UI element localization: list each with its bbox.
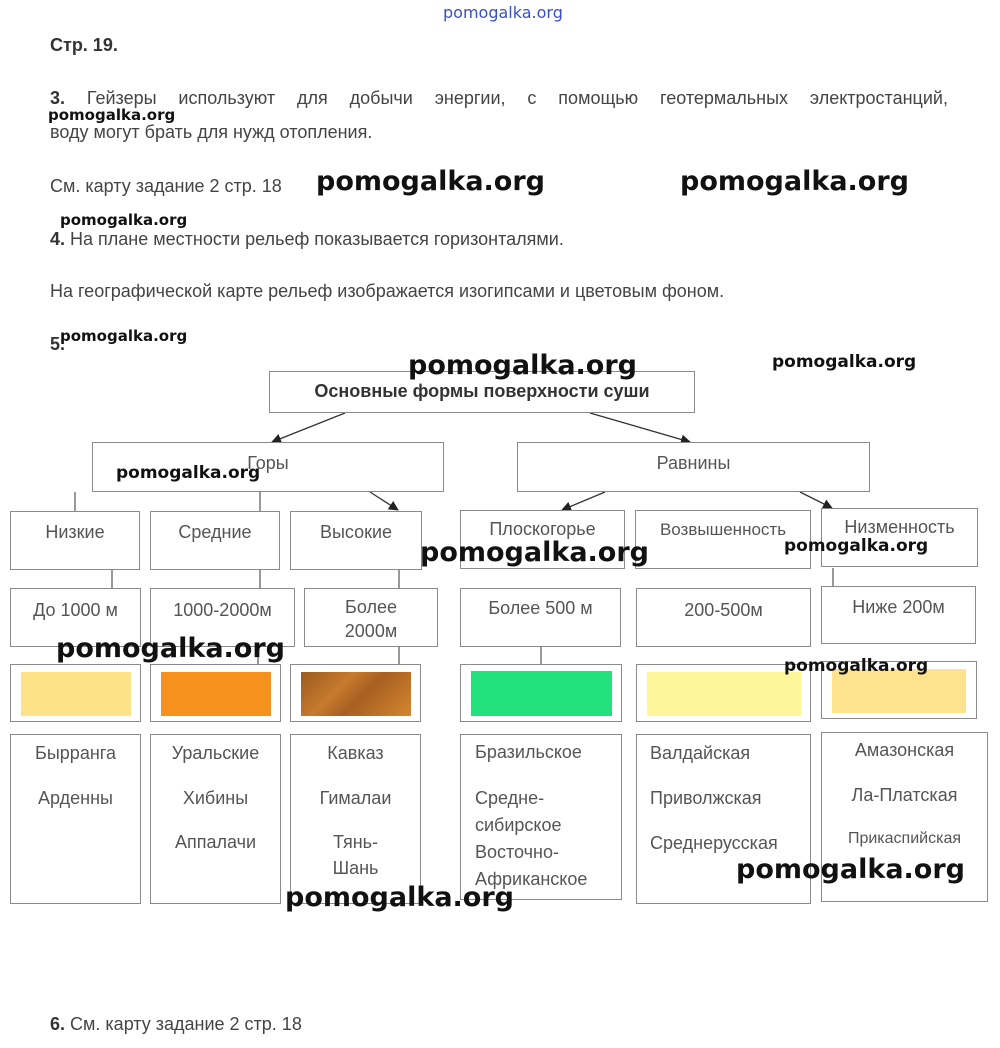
- example-east-african-2: Африканское: [475, 869, 588, 889]
- medium-color-box: [150, 664, 281, 722]
- task4-line2: На географической карте рельеф изображается изогипсами и цветовым фоном.: [50, 281, 725, 301]
- task6-number: 6.: [50, 1014, 66, 1034]
- high-color-box: [290, 664, 421, 722]
- watermark: pomogalka.org: [736, 854, 965, 885]
- watermark: pomogalka.org: [285, 882, 514, 913]
- high-height-label-line2: 2000м: [344, 621, 398, 641]
- medium-height-label: 1000-2000м: [173, 600, 272, 620]
- low-color-swatch: [21, 672, 131, 716]
- high-height-box: [304, 588, 438, 647]
- plains-label: Равнины: [656, 453, 731, 473]
- task5-number: 5.: [50, 334, 66, 354]
- example-amazonian: Амазонская: [854, 740, 955, 760]
- low-examples-box: [10, 734, 141, 904]
- plateau-height-label: Более 500 м: [488, 598, 593, 618]
- example-central-siberian-2: сибирское: [475, 815, 562, 835]
- watermark: pomogalka.org: [784, 656, 929, 676]
- watermark: pomogalka.org: [60, 327, 188, 345]
- example-central-siberian-1: Средне-: [475, 788, 545, 808]
- low-mountains-box: [10, 511, 140, 570]
- plateau-color-swatch: [471, 671, 612, 716]
- low-color-box: [10, 664, 141, 722]
- task6-text: См. карту задание 2 стр. 18: [70, 1014, 302, 1034]
- watermark: pomogalka.org: [680, 166, 909, 197]
- mountains-label: Горы: [247, 453, 289, 473]
- upland-label: Возвышенность: [659, 520, 787, 539]
- medium-color-swatch: [161, 672, 271, 716]
- task3-line2: воду могут брать для нужд отопления.: [50, 122, 373, 142]
- plateau-examples-box: [460, 734, 622, 900]
- high-mountains-box: [290, 511, 422, 570]
- watermark: pomogalka.org: [48, 106, 176, 124]
- example-khibiny: Хибины: [182, 788, 249, 808]
- header-watermark: pomogalka.org: [443, 3, 563, 22]
- lowland-height-box: [821, 586, 976, 644]
- example-valdai: Валдайская: [650, 743, 751, 763]
- task4-text-line1: На плане местности рельеф показывается горизонталями.: [70, 229, 564, 249]
- example-tian-shan-1: Тянь-: [332, 832, 379, 852]
- upland-height-label: 200-500м: [684, 600, 763, 620]
- watermark: pomogalka.org: [420, 537, 649, 568]
- example-brazilian: Бразильское: [475, 742, 582, 762]
- plateau-label: Плоскогорье: [489, 519, 596, 539]
- watermark: pomogalka.org: [56, 633, 285, 664]
- medium-mountains-box: [150, 511, 280, 570]
- watermark: pomogalka.org: [772, 352, 917, 372]
- lowland-height-label: Ниже 200м: [852, 597, 945, 617]
- page-reference: Стр. 19.: [50, 35, 118, 55]
- medium-examples-box: [150, 734, 281, 904]
- watermark: pomogalka.org: [316, 166, 545, 197]
- example-himalayas: Гималаи: [319, 788, 392, 808]
- task3-text-line1: Гейзеры используют для добычи энергии, с помощью геотермальных электростанций,: [86, 88, 948, 108]
- task6-line: [50, 1013, 302, 1035]
- high-color-swatch: [301, 672, 411, 716]
- upland-height-box: [636, 588, 811, 647]
- watermark: pomogalka.org: [784, 536, 929, 556]
- example-urals: Уральские: [171, 743, 260, 763]
- map-reference: См. карту задание 2 стр. 18: [50, 176, 282, 196]
- low-mountains-label: Низкие: [45, 522, 105, 542]
- task3-number: 3.: [50, 88, 66, 108]
- high-mountains-label: Высокие: [319, 522, 393, 542]
- watermark: pomogalka.org: [60, 211, 188, 229]
- lowland-label: Низменность: [844, 517, 955, 537]
- example-east-african-1: Восточно-: [475, 842, 559, 862]
- example-volga: Приволжская: [650, 788, 762, 808]
- diagram-title: Основные формы поверхности суши: [314, 381, 650, 401]
- example-tian-shan-2: Шань: [332, 858, 379, 878]
- low-height-label: До 1000 м: [33, 600, 118, 620]
- high-examples-box: [290, 734, 421, 904]
- example-caucasus: Кавказ: [327, 743, 384, 763]
- upland-color-swatch: [647, 672, 801, 716]
- example-central-russian: Среднерусская: [650, 833, 778, 853]
- watermark: pomogalka.org: [408, 350, 637, 381]
- example-la-plata: Ла-Платская: [851, 785, 958, 805]
- example-appalachians: Аппалачи: [174, 832, 257, 852]
- task4-number: 4.: [50, 229, 66, 249]
- watermark: pomogalka.org: [116, 463, 261, 483]
- plateau-height-box: [460, 588, 621, 647]
- example-caspian: Прикаспийская: [847, 830, 962, 847]
- example-byrranga: Бырранга: [35, 743, 116, 763]
- example-ardennes: Арденны: [38, 788, 113, 808]
- medium-mountains-label: Средние: [178, 522, 252, 542]
- plains-box: [517, 442, 870, 492]
- plateau-color-box: [460, 664, 622, 722]
- high-height-label-line1: Более: [345, 597, 397, 617]
